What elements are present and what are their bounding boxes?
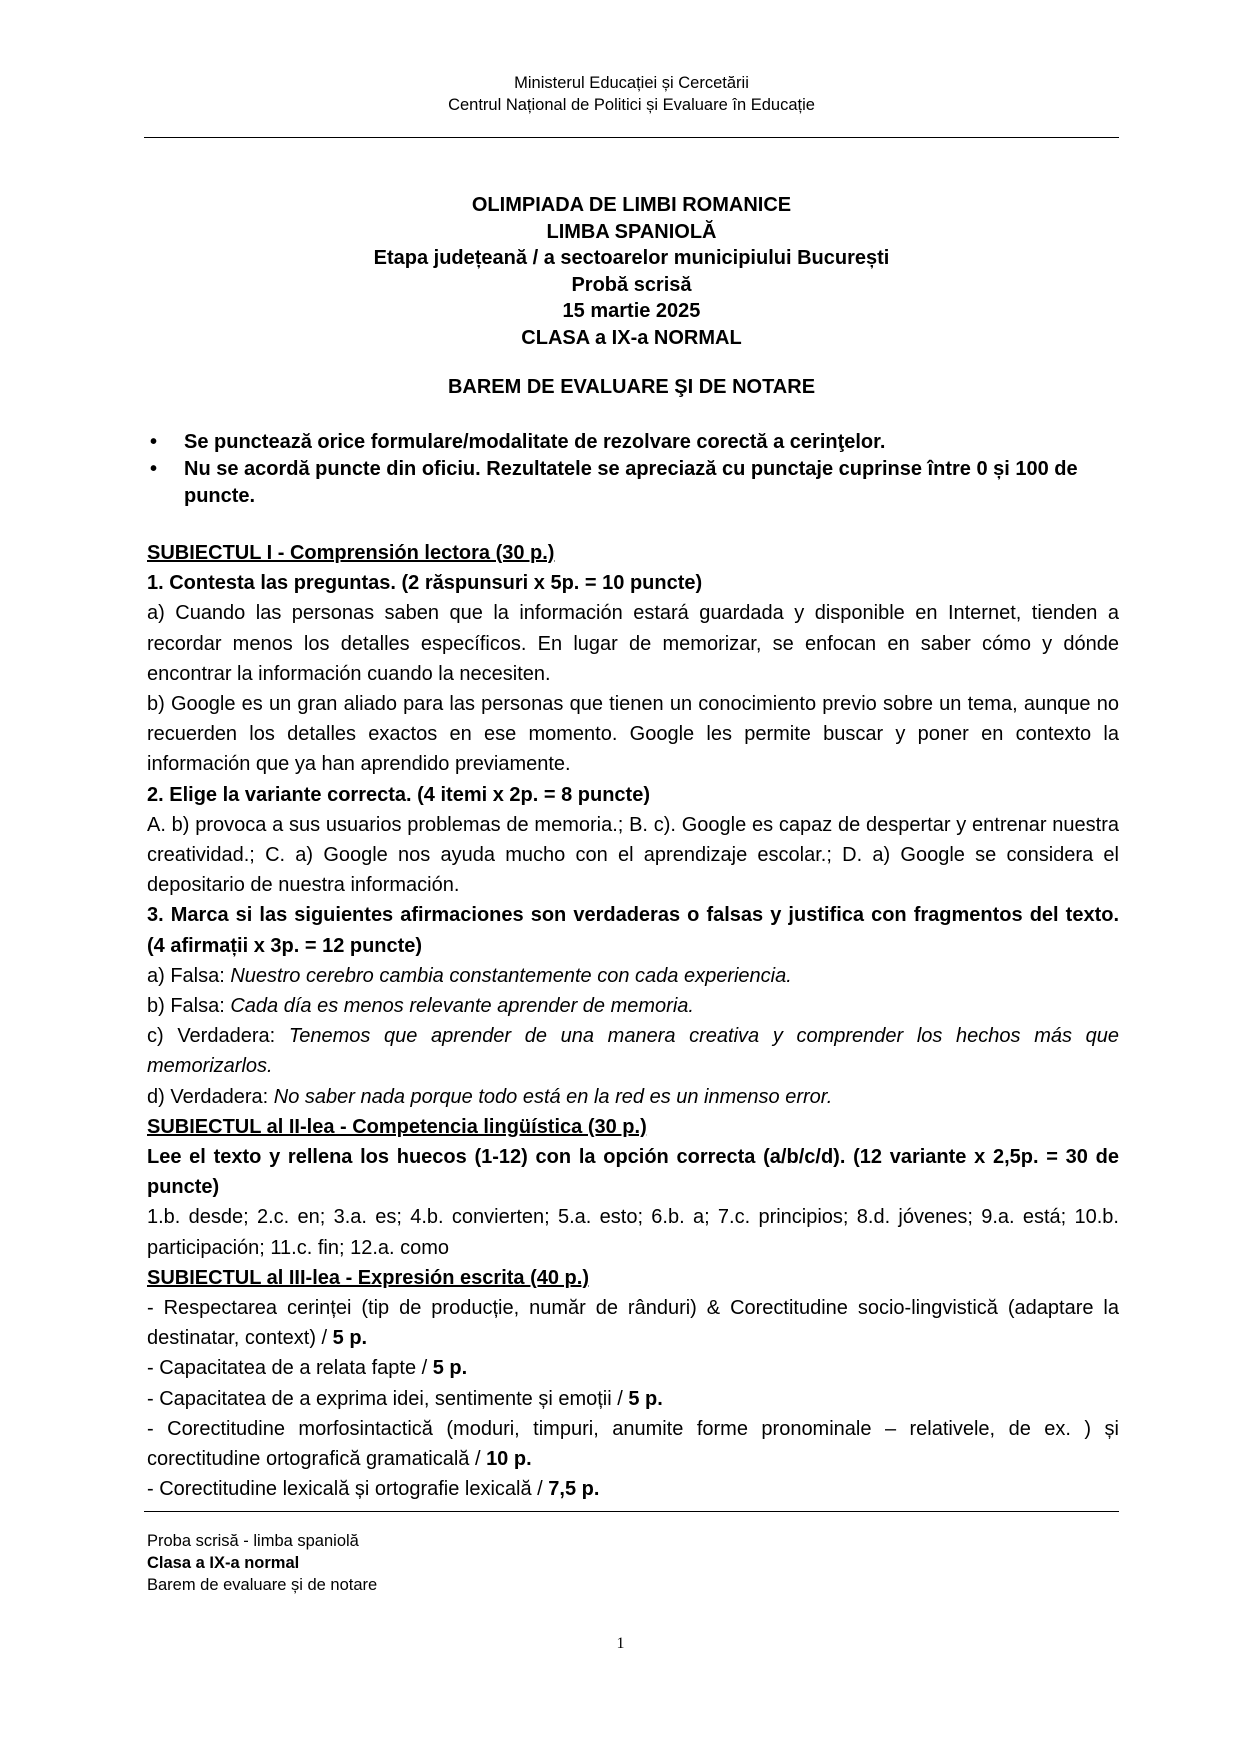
subject2-heading: SUBIECTUL al II-lea - Competencia lingüística (30 p.)	[147, 1115, 647, 1138]
note-item: • Nu se acordă puncte din oficiu. Rezultatele se apreciază cu punctaje cuprinse între 0 și 100 de puncte.	[144, 456, 1119, 510]
criterion-points: 5 p.	[432, 1357, 468, 1380]
criterion-ideas	[147, 1384, 1119, 1414]
q3-a-label: a) Falsa:	[147, 964, 231, 987]
criterion-points: 7,5 p.	[548, 1478, 600, 1501]
subject2-answers: 1.b. desde; 2.c. en; 3.a. es; 4.b. convierten; 5.a. esto; 6.b. a; 7.c. principios; 8.d. jóvenes; 9.a. está; 10.b. participación; 11.c. fin; 12.a. como	[147, 1206, 1119, 1259]
q1-answer-b: b) Google es un gran aliado para las personas que tienen un conocimiento previo sobre un tema, aunque no recuerden los detalles exactos en ese momento. Google les permite buscar y poner en contexto la información que ya han aprendido previamente.	[147, 693, 1119, 776]
subject3-heading: SUBIECTUL al III-lea - Expresión escrita (40 p.)	[147, 1266, 589, 1289]
title-barem: BAREM DE EVALUARE ŞI DE NOTARE	[447, 376, 816, 398]
q3-a-quote: Nuestro cerebro cambia constantemente con cada experiencia.	[230, 964, 792, 987]
title-olympiad: OLIMPIADA DE LIMBI ROMANICE	[471, 194, 792, 216]
q1-heading: 1. Contesta las preguntas. (2 răspunsuri x 5p. = 10 puncte)	[147, 572, 703, 595]
q3-c-label: c) Verdadera:	[147, 1025, 289, 1048]
criterion-requirement	[147, 1293, 1119, 1353]
q3-d-label: d) Verdadera:	[147, 1085, 274, 1108]
criterion-morphosyntax	[147, 1414, 1119, 1474]
criterion-points: 10 p.	[486, 1448, 532, 1471]
page-footer	[147, 1530, 847, 1596]
center-name: Centrul Național de Politici și Evaluare în Educație	[448, 96, 815, 114]
scoring-content	[147, 538, 1119, 1505]
q2-answers: A. b) provoca a sus usuarios problemas de memoria.; B. c). Google es capaz de despertar y entrenar nuestra creatividad.; C. a) Google nos ayuda mucho con el aprendizaje escolar.; D. a) Google se considera el depositario de nuestra información.	[147, 813, 1119, 897]
q3-answer-d	[147, 1082, 1119, 1112]
criterion-text: - Capacitatea de a relata fapte /	[147, 1357, 433, 1380]
subject2-instruction: Lee el texto y rellena los huecos (1-12) con la opción correcta (a/b/c/d). (12 variante x 2,5p. = 30 de puncte)	[147, 1146, 1119, 1199]
footer-doc-type: Barem de evaluare și de notare	[147, 1576, 378, 1594]
q3-heading: 3. Marca si las siguientes afirmaciones son verdaderas o falsas y justifica con fragmentos del texto. (4 afirmații x 3p. = 12 puncte)	[147, 904, 1119, 957]
page-header	[144, 72, 1119, 116]
criterion-lexical	[147, 1474, 1119, 1504]
q3-answer-a	[147, 961, 1119, 991]
criterion-points: 5 p.	[628, 1387, 663, 1410]
criterion-text: - Corectitudine morfosintactică (moduri, timpuri, anumite forme pronominale – relativele, de ex. ) și corectitudine ortografică gramaticală /	[147, 1417, 1119, 1471]
q1-answer-a: a) Cuando las personas saben que la información estará guardada y disponible en Internet, tienden a recordar menos los detalles específicos. En lugar de memorizar, se enfocan en saber cómo y dónde encontrar la información cuando la necesiten.	[147, 602, 1119, 685]
criterion-points: 5 p.	[332, 1327, 368, 1350]
ministry-name: Ministerul Educației și Cercetării	[514, 74, 749, 92]
page-number: 1	[616, 1635, 625, 1652]
q3-answer-b	[147, 991, 1119, 1021]
title-class: CLASA a IX-a NORMAL	[521, 326, 742, 349]
q3-b-quote: Cada día es menos relevante aprender de memoria.	[230, 995, 694, 1018]
q2-heading: 2. Elige la variante correcta. (4 itemi x 2p. = 8 puncte)	[147, 783, 650, 806]
header-divider	[144, 137, 1119, 138]
general-notes	[144, 429, 1119, 510]
title-exam-type: Probă scrisă	[571, 273, 692, 296]
note-item: • Se punctează orice formulare/modalitate de rezolvare corectă a cerinţelor.	[144, 429, 1119, 456]
q3-d-quote: No saber nada porque todo está en la red es un inmenso error.	[273, 1085, 833, 1108]
document-title	[144, 192, 1119, 401]
q3-answer-c	[147, 1021, 1119, 1081]
criterion-text: - Capacitatea de a exprima idei, sentimente și emoții /	[147, 1387, 629, 1410]
title-language: LIMBA SPANIOLĂ	[546, 220, 717, 243]
title-stage: Etapa județeană / a sectoarelor municipiului București	[373, 247, 890, 269]
q3-c-quote: Tenemos que aprender de una manera creativa y comprender los hechos más que memorizarlos.	[147, 1025, 1120, 1078]
criterion-text: - Respectarea cerinței (tip de producție, număr de rânduri) & Corectitudine socio-lingvistică (adaptare la destinatar, context) /	[147, 1297, 1119, 1350]
criterion-text: - Corectitudine lexicală și ortografie lexicală /	[147, 1478, 549, 1501]
subject1-heading: SUBIECTUL I - Comprensión lectora (30 p.)	[147, 542, 555, 564]
footer-divider	[144, 1511, 1119, 1512]
criterion-facts	[147, 1353, 1119, 1383]
q3-b-label: b) Falsa:	[147, 995, 231, 1018]
footer-subject: Proba scrisă - limba spaniolă	[147, 1532, 359, 1550]
title-date: 15 martie 2025	[562, 300, 701, 322]
footer-class: Clasa a IX-a normal	[147, 1554, 300, 1572]
